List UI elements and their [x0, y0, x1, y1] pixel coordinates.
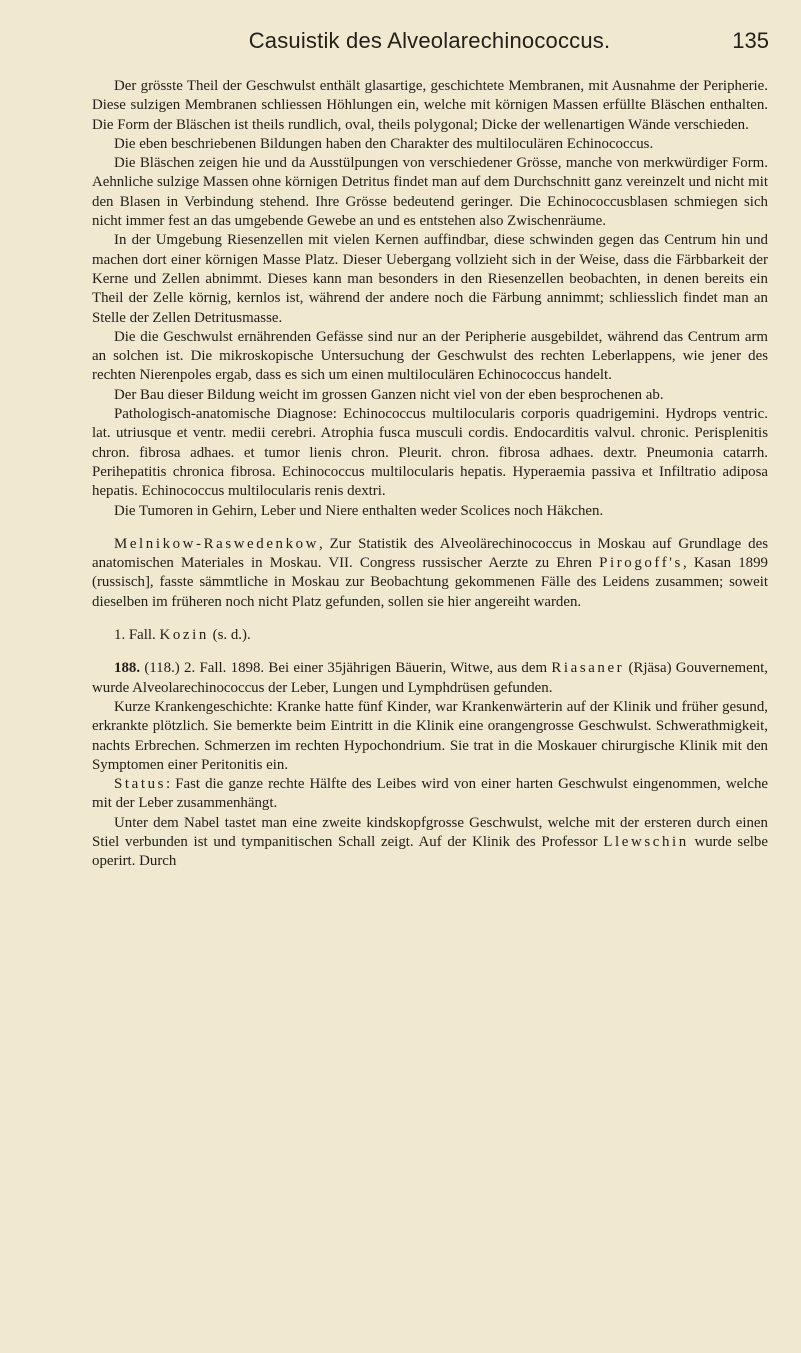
running-title: Casuistik des Alveolarechinococcus.	[248, 28, 611, 53]
paragraph-gefaesse: Die die Geschwulst ernährenden Gefässe sind nur an der Peripherie ausgebildet, während das Centrum arm an solchen ist. Die mikroskopische Untersuchung der Geschwulst des rechten Leberlappens, wie jener des rechten Nierenpoles ergab, dass es sich um einen multiloculären Echinococcus handelt.	[92, 328, 768, 384]
case-number: 188.	[114, 660, 141, 677]
person-name: Pirogoff's	[599, 555, 683, 572]
paragraph-riesenzellen: In der Umgebung Riesenzellen mit vielen Kernen auffindbar, diese schwinden gegen das Centrum hin und machen dort einer körnigen Masse Platz. Dieser Uebergang vollzieht sich in der Weise, dass die Färbbarkeit der Kerne und Zellen abnimmt. Dieses kann man besonders in den Riesenzellen beobachten, in denen bereits ein Theil der Zelle körnig, kernlos ist, während der andere noch die Färbung annimmt; schliesslich findet man an Stelle der Zellen Detritusmasse.	[92, 232, 768, 326]
paragraph-diagnose: Pathologisch-anatomische Diagnose: Echinococcus multilocularis corporis quadrigemini. Hydrops ventric. lat. utriusque et ventr. medii cerebri. Atrophia fusca musculi cordis. Endocarditis valvul. chronic. Perisplenitis chron. fibrosa adhaes. et tumor lienis chron. Pleurit. chron. fibrosa adhaes. dextr. Pneumonia catarrh. Perihepatitis chronica fibrosa. Echinococcus multilocularis hepatis. Hyperaemia passiva et Infiltratio adiposa hepatis. Echinococcus multilocularis renis dextri.	[92, 406, 768, 500]
status-label: Status	[114, 776, 167, 793]
person-name: Llewschin	[603, 833, 689, 850]
paragraph-tumoren: Die Tumoren in Gehirn, Leber und Niere enthalten weder Scolices noch Häkchen.	[114, 502, 604, 519]
paragraph-blaeschen: Die Bläschen zeigen hie und da Ausstülpungen von verschiedener Grösse, manche von merkwürdiger Form. Aehnliche sulzige Massen ohne körnigen Detritus findet man auf dem Durchschnitt ganz vereinzelt und nicht mit den Blasen in Verbindung stehend. Ihre Grösse bedeutend geringer. Die Echinococcusblasen schmiegen sich nicht immer fest an das umgebende Gewebe an und es entstehen also Zwischenräume.	[92, 155, 768, 230]
paragraph-bau: Der Bau dieser Bildung weicht im grossen Ganzen nicht viel von der eben besprochenen ab.	[114, 386, 664, 403]
paragraph-status: Status: Fast die ganze rechte Hälfte des Leibes wird von einer harten Geschwulst eingenommen, welche mit der Leber zusammenhängt.	[92, 776, 768, 812]
author-name: Melnikow-Raswedenkow	[114, 535, 320, 552]
paragraph-fall-1: 1. Fall. Kozin (s. d.).	[114, 627, 251, 644]
paragraph-nabel: Unter dem Nabel tastet man eine zweite kindskopfgrosse Geschwulst, welche mit der ersteren durch einen Stiel verbunden ist und tympanitischen Schall zeigt. Auf der Klinik des Professor Llewschin wurde selbe operirt. Durch	[92, 814, 768, 870]
page-number: 135	[732, 28, 769, 53]
paragraph-membranes: Der grösste Theil der Geschwulst enthält glasartige, geschichtete Membranen, mit Ausnahme der Peripherie. Diese sulzigen Membranen schliessen Höhlungen ein, welche mit körnigen Massen erfüllte Bläschen enthalten. Die Form der Bläschen ist theils rundlich, oval, theils polygonal; Dicke der wellenartigen Wände verschieden.	[92, 78, 768, 133]
page-header	[90, 28, 769, 64]
body-text	[92, 77, 768, 872]
paragraph-statistik: Melnikow-Raswedenkow, Zur Statistik des Alveolärechinococcus in Moskau auf Grundlage des anatomischen Materiales in Moskau. VII. Congress russischer Aerzte zu Ehren Pirogoff's, Kasan 1899 (russisch], fasste sämmtliche in Moskau zur Beobachtung gekommenen Fälle des Leidens zusammen; soweit dieselben im früheren noch nicht Platz gefunden, sollen sie hier angereiht warden.	[92, 535, 768, 610]
place-name: Riasaner	[551, 660, 625, 677]
paragraph-fall-188: 188. (118.) 2. Fall. 1898. Bei einer 35jährigen Bäuerin, Witwe, aus dem Riasaner (Rjäsa) Gouvernement, wurde Alveolarechinococcus der Leber, Lungen und Lymphdrüsen gefunden.	[92, 660, 769, 696]
person-name: Kozin	[159, 627, 209, 644]
paragraph-krankengeschichte: Kurze Krankengeschichte: Kranke hatte fünf Kinder, war Krankenwärterin auf der Klinik und früher gesund, erkrankte plötzlich. Sie bemerkte beim Eintritt in die Klinik eine orangengrosse Geschwulst. Schwerathmigkeit, nachts Erbrechen. Schmerzen im rechten Hypochondrium. Sie trat in die Moskauer chirurgische Klinik mit den Symptomen einer Peritonitis ein.	[92, 698, 768, 773]
paragraph-character: Die eben beschriebenen Bildungen haben den Charakter des multiloculären Echinococcus.	[114, 135, 654, 152]
